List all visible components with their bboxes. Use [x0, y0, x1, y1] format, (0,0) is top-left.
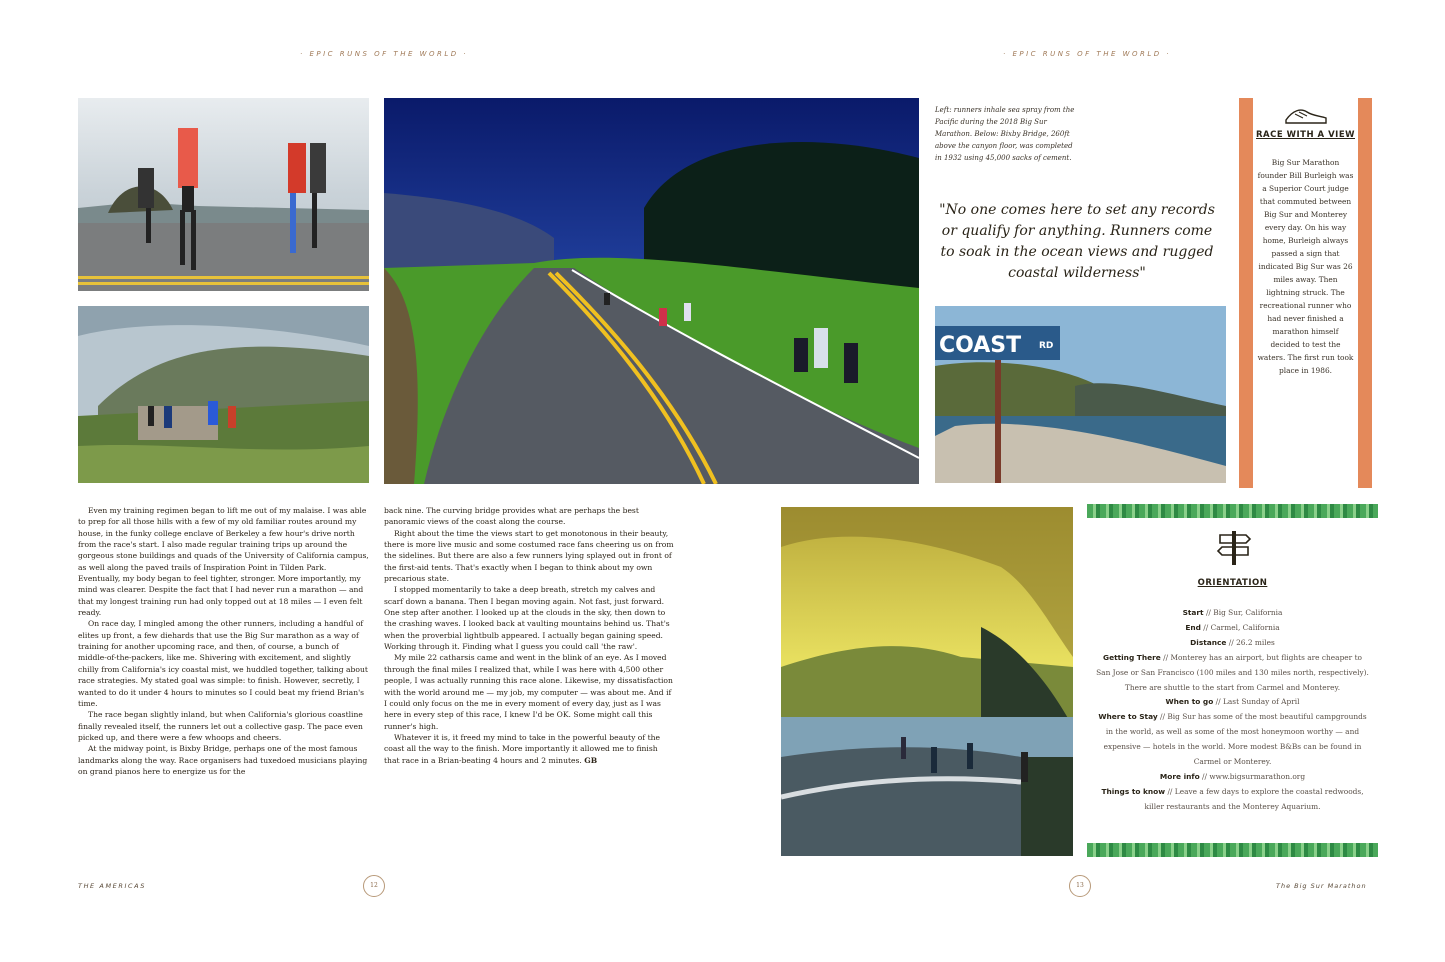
sidebar-body: Big Sur Marathon founder Bill Burleigh was a Superior Court judge that commuted between Big Sur and Monterey every day. On his way home, Burleigh always passed a sign that indicated Big Sur was 26 miles away. Then lightning struck. The recreational runner who had never finished a marathon himself decided to test the waters. The first run took place in 1986.	[1257, 158, 1354, 375]
paragraph: My mile 22 catharsis came and went in the blink of an eye. As I moved through the final miles I realized that, while I was here with 4,500 other people, I was actually running this race alone. Likewise, my dissatisfaction with the world around me — my job, my computer — was about me. And if I could only focus on the me in every moment of every day, just as I was here in every step of this race, I knew I'd be OK. Some might call this runner's high.	[384, 653, 673, 731]
running-header-right: · EPIC RUNS OF THE WORLD ·	[1003, 50, 1172, 58]
photo-runners-hills	[78, 306, 369, 483]
photo-runners-coast	[78, 98, 369, 291]
article-column-left	[78, 505, 370, 777]
vine-border-top	[1087, 504, 1378, 518]
pull-quote: "No one comes here to set any records or qualify for anything. Runners come to soak in the ocean views and rugged coastal wilderness"	[939, 202, 1215, 281]
paragraph: The race began slightly inland, but when California's glorious coastline finally revealed itself, the runners let out a collective gasp. The pace even picked up, and there were a few whoops and cheers.	[78, 710, 363, 742]
orientation-item: Distance // 26.2 miles	[1190, 637, 1275, 647]
orientation-item: When to go // Last Sunday of April	[1165, 697, 1300, 707]
paragraph: On race day, I mingled among the other runners, including a handful of elites up front, a few diehards that use the Big Sur marathon as a way of training for another upcoming race, and then, of course, a bunch of middle-of-the-packers, like me. Shivering with excitement, and slightly chilly from California's icy coastal mist, we huddled together, talking about race strategies. My stated goal was simple: to finish. However, secretly, I wanted to do it under 4 hours to minutes so I could beat my friend Brian's time.	[78, 619, 368, 708]
orientation-title: ORIENTATION	[1197, 578, 1268, 588]
orientation-list	[1095, 606, 1370, 815]
orientation-item: Things to know // Leave a few days to explore the coastal redwoods, killer restaurants and the Monterey Aquarium.	[1101, 786, 1364, 811]
orientation-item: Where to Stay // Big Sur has some of the most beautiful campgrounds in the world, as well as some of the most honeymoon worthy — and expensive — hotels in the world. More modest B&Bs can be found in Carmel or Monterey.	[1098, 712, 1367, 767]
footer-section-label: THE AMERICAS	[78, 882, 146, 890]
photo-bixby-bridge-sunset	[781, 507, 1073, 856]
signpost-icon	[1216, 529, 1252, 567]
paragraph: Whatever it is, it freed my mind to take in the powerful beauty of the coast all the way to the finish. More importantly it allowed me to finish that race in a Brian-beating 4 hours and 2 minutes.	[384, 732, 661, 765]
photo-coast-road-sign	[935, 306, 1226, 483]
paragraph: back nine. The curving bridge provides what are perhaps the best panoramic views of the coast along the course.	[384, 506, 639, 527]
sign-text-sub: RD	[1039, 341, 1054, 351]
sidebar-race-with-view	[1253, 98, 1358, 488]
running-shoe-icon	[1253, 104, 1358, 128]
photo-road-runners	[384, 98, 919, 484]
footer-chapter-label: The Big Sur Marathon	[1276, 882, 1367, 890]
paragraph: At the midway point, is Bixby Bridge, perhaps one of the most famous landmarks along the way. Race organisers had tuxedoed musicians playing on grand pianos here to energize us for the	[78, 744, 368, 776]
vine-border-bottom	[1087, 843, 1378, 857]
orientation-item: Start // Big Sur, California	[1182, 608, 1283, 617]
page-number-left: 12	[363, 875, 385, 897]
running-header-left: · EPIC RUNS OF THE WORLD ·	[300, 50, 469, 58]
orientation-item: Getting There // Monterey has an airport, but flights are cheaper to San Jose or San Francisco (100 miles and 130 miles north, respectively). There are shuttle to the start from Carmel and Monterey.	[1096, 652, 1369, 692]
photo-caption: Left: runners inhale sea spray from the Pacific during the 2018 Big Sur Marathon. Below: Bixby Bridge, 260ft above the canyon floor, was completed in 1932 using 45,000 sacks of cement.	[935, 106, 1075, 162]
page-number-right: 13	[1069, 875, 1091, 897]
orientation-item: More info // www.bigsurmarathon.org	[1159, 771, 1306, 781]
paragraph: Even my training regimen began to lift me out of my malaise. I was able to prep for all those hills with a few of my old familiar routes around my house, in the funky college enclave of Berkeley a few hour's drive north from the race's start. I also made regular training trips up around the gorgeous stone buildings and quads of the University of California campus, as well along the paved trails of Inspiration Point in Tilden Park. Eventually, my body began to feel tighter, stronger. More importantly, my mind was clearer. Despite the fact that I had never run a marathon — and that my longest training run had only topped out at 18 miles — I even felt ready.	[78, 506, 369, 618]
sign-text-main: COAST	[939, 333, 1022, 358]
paragraph: I stopped momentarily to take a deep breath, stretch my calves and scarf down a banana. Then I began moving again. Not fast, just forward. One step after another. I looked up at the clouds in the sky, then down to the crashing waves. I looked back at vaulting mountains behind us. That's when the proverbial lightbulb appeared. I actually began gaining speed. Working through it. Finding what I guess you could call 'the raw'.	[384, 585, 670, 652]
article-column-middle	[384, 505, 674, 766]
sidebar-title: RACE WITH A VIEW	[1256, 130, 1355, 140]
author-initials: GB	[584, 755, 598, 765]
paragraph: Right about the time the views start to get monotonous in their beauty, there is more live music and some costumed race fans cheering us on from the sidelines. But there are also a few runners lying splayed out in front of the first-aid tents. That's exactly when I began to think about my own precarious state.	[384, 528, 674, 584]
orientation-item: End // Carmel, California	[1185, 622, 1280, 632]
